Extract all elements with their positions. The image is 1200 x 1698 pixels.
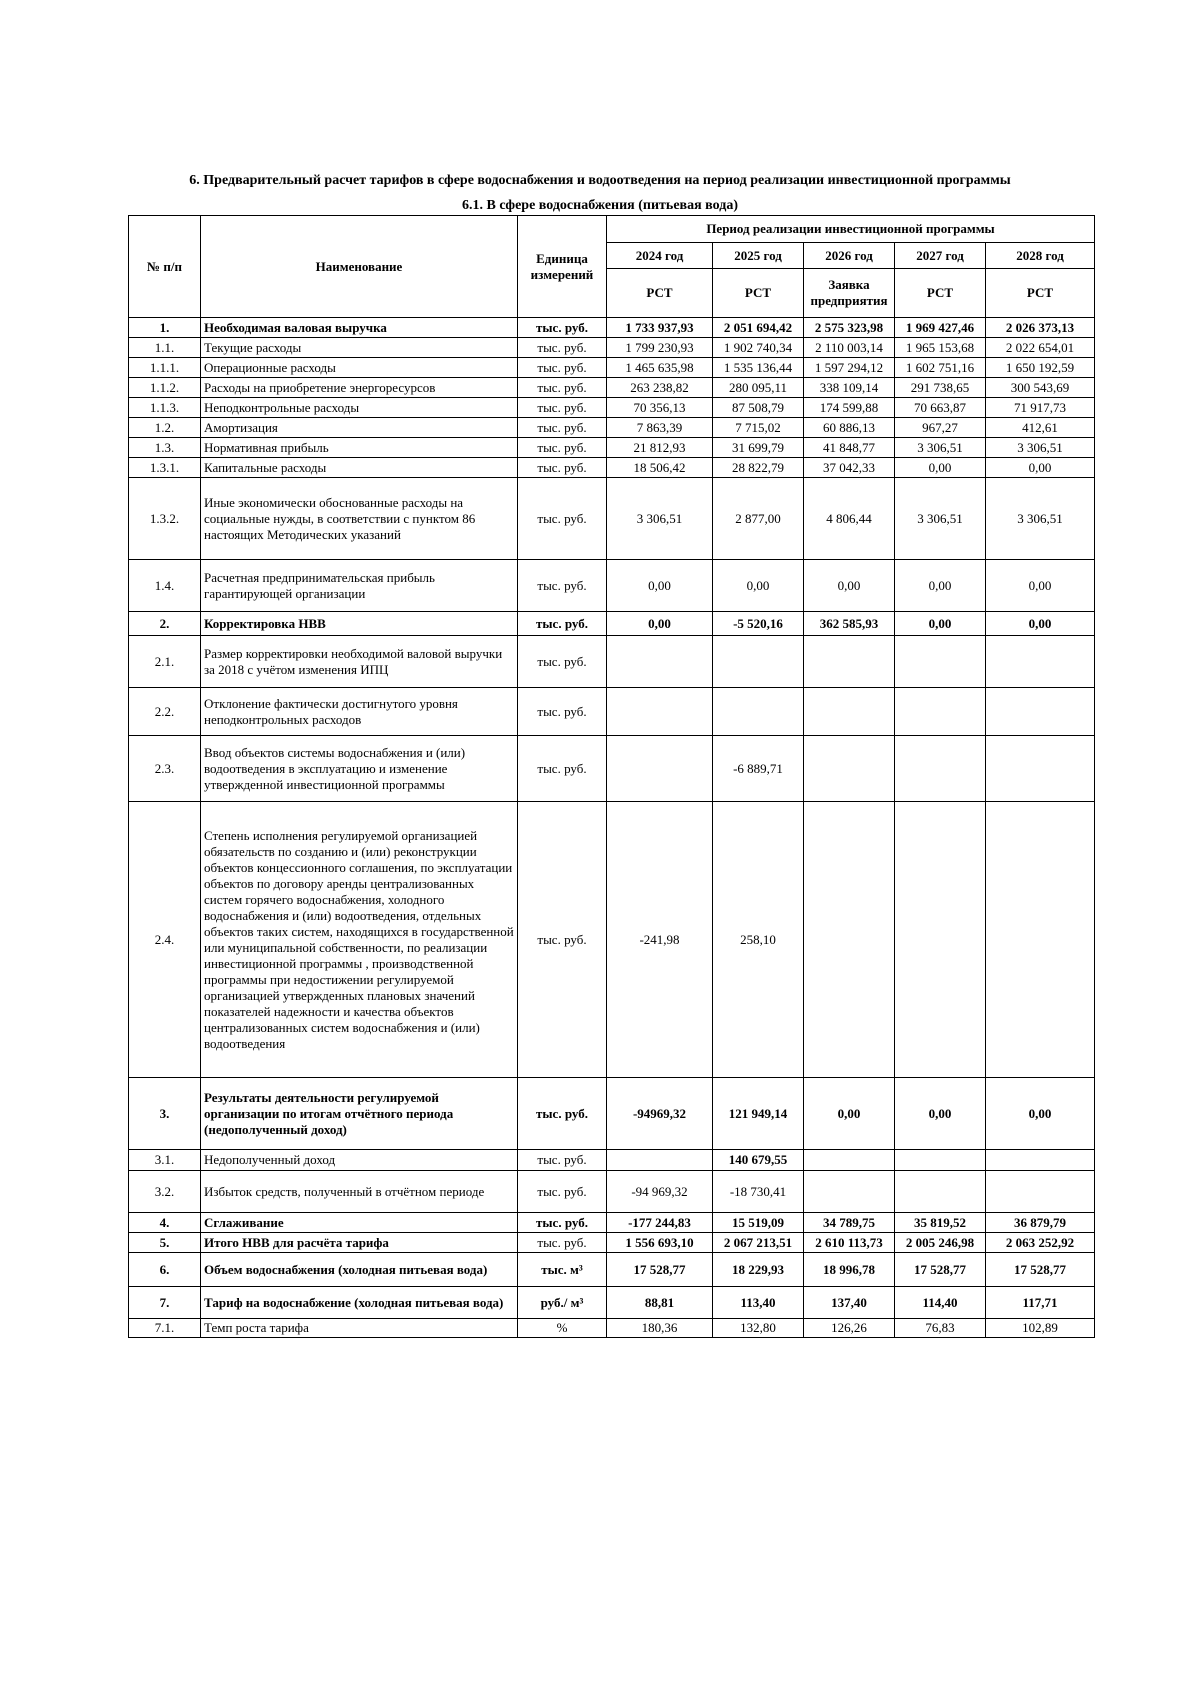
row-value-cell: -94969,32 xyxy=(607,1078,713,1150)
row-value-cell: 113,40 xyxy=(713,1287,804,1319)
row-unit-cell: тыс. руб. xyxy=(518,458,607,478)
row-number-cell: 1.1. xyxy=(129,338,201,358)
row-value-cell: 1 733 937,93 xyxy=(607,318,713,338)
row-unit-cell: тыс. руб. xyxy=(518,1171,607,1213)
row-value-cell: 70 356,13 xyxy=(607,398,713,418)
row-value-cell: 2 877,00 xyxy=(713,478,804,560)
row-value-cell xyxy=(986,1171,1095,1213)
row-value-cell: 17 528,77 xyxy=(986,1253,1095,1287)
col-header-unit: Единица измерений xyxy=(518,216,607,318)
row-number-cell: 1.1.3. xyxy=(129,398,201,418)
row-value-cell xyxy=(713,688,804,736)
row-number-cell: 2.1. xyxy=(129,636,201,688)
row-number-cell: 2.2. xyxy=(129,688,201,736)
row-number-cell: 1.1.1. xyxy=(129,358,201,378)
row-unit-cell: тыс. м³ xyxy=(518,1253,607,1287)
row-value-cell xyxy=(986,1150,1095,1171)
row-value-cell xyxy=(895,802,986,1078)
row-value-cell xyxy=(895,1171,986,1213)
table-row xyxy=(129,612,1095,636)
row-unit-cell: тыс. руб. xyxy=(518,378,607,398)
table-row xyxy=(129,378,1095,398)
row-value-cell: 180,36 xyxy=(607,1319,713,1338)
row-value-cell: 4 806,44 xyxy=(804,478,895,560)
row-name-cell: Неподконтрольные расходы xyxy=(201,398,518,418)
row-value-cell: 362 585,93 xyxy=(804,612,895,636)
row-unit-cell: % xyxy=(518,1319,607,1338)
table-row xyxy=(129,418,1095,438)
row-number-cell: 3.2. xyxy=(129,1171,201,1213)
row-value-cell: 35 819,52 xyxy=(895,1213,986,1233)
row-number-cell: 4. xyxy=(129,1213,201,1233)
row-value-cell: 0,00 xyxy=(895,560,986,612)
row-name-cell: Текущие расходы xyxy=(201,338,518,358)
row-value-cell: 1 535 136,44 xyxy=(713,358,804,378)
table-row xyxy=(129,1213,1095,1233)
row-number-cell: 1.3. xyxy=(129,438,201,458)
row-value-cell: 137,40 xyxy=(804,1287,895,1319)
table-row xyxy=(129,1171,1095,1213)
row-name-cell: Иные экономически обоснованные расходы на социальные нужды, в соответствии с пунктом 86 настоящих Методических указаний xyxy=(201,478,518,560)
row-value-cell: 0,00 xyxy=(986,612,1095,636)
row-value-cell: -18 730,41 xyxy=(713,1171,804,1213)
table-row xyxy=(129,438,1095,458)
row-value-cell: 1 556 693,10 xyxy=(607,1233,713,1253)
row-value-cell: 2 005 246,98 xyxy=(895,1233,986,1253)
row-number-cell: 1.1.2. xyxy=(129,378,201,398)
row-value-cell: 17 528,77 xyxy=(607,1253,713,1287)
table-row xyxy=(129,802,1095,1078)
col-header-year: 2026 год xyxy=(804,243,895,269)
row-number-cell: 1. xyxy=(129,318,201,338)
col-header-num: № п/п xyxy=(129,216,201,318)
row-value-cell: 280 095,11 xyxy=(713,378,804,398)
row-number-cell: 7.1. xyxy=(129,1319,201,1338)
row-value-cell: 412,61 xyxy=(986,418,1095,438)
row-number-cell: 1.3.1. xyxy=(129,458,201,478)
row-value-cell: 0,00 xyxy=(804,560,895,612)
row-value-cell: 338 109,14 xyxy=(804,378,895,398)
row-value-cell: 36 879,79 xyxy=(986,1213,1095,1233)
row-value-cell: 1 969 427,46 xyxy=(895,318,986,338)
table-row xyxy=(129,358,1095,378)
row-unit-cell: тыс. руб. xyxy=(518,688,607,736)
row-name-cell: Объем водоснабжения (холодная питьевая вода) xyxy=(201,1253,518,1287)
row-value-cell: 132,80 xyxy=(713,1319,804,1338)
col-header-source: РСТ xyxy=(713,269,804,318)
row-name-cell: Операционные расходы xyxy=(201,358,518,378)
row-value-cell: -5 520,16 xyxy=(713,612,804,636)
table-row xyxy=(129,1150,1095,1171)
table-row xyxy=(129,1253,1095,1287)
row-value-cell: 7 863,39 xyxy=(607,418,713,438)
col-header-year: 2027 год xyxy=(895,243,986,269)
row-unit-cell: тыс. руб. xyxy=(518,1213,607,1233)
row-value-cell: 114,40 xyxy=(895,1287,986,1319)
row-value-cell: 0,00 xyxy=(895,1078,986,1150)
row-value-cell: 3 306,51 xyxy=(895,478,986,560)
row-value-cell: 0,00 xyxy=(804,1078,895,1150)
table-row xyxy=(129,338,1095,358)
row-name-cell: Корректировка НВВ xyxy=(201,612,518,636)
row-value-cell xyxy=(607,636,713,688)
row-value-cell: -6 889,71 xyxy=(713,736,804,802)
row-value-cell: 263 238,82 xyxy=(607,378,713,398)
row-value-cell: 18 506,42 xyxy=(607,458,713,478)
row-value-cell: 1 465 635,98 xyxy=(607,358,713,378)
row-value-cell xyxy=(895,736,986,802)
row-name-cell: Избыток средств, полученный в отчётном периоде xyxy=(201,1171,518,1213)
row-unit-cell: тыс. руб. xyxy=(518,358,607,378)
row-name-cell: Расчетная предпринимательская прибыль гарантирующей организации xyxy=(201,560,518,612)
row-value-cell: 967,27 xyxy=(895,418,986,438)
row-value-cell: 3 306,51 xyxy=(607,478,713,560)
col-header-source: РСТ xyxy=(986,269,1095,318)
row-value-cell: 0,00 xyxy=(895,458,986,478)
row-value-cell: 3 306,51 xyxy=(986,438,1095,458)
row-value-cell xyxy=(986,736,1095,802)
table-row xyxy=(129,398,1095,418)
row-value-cell: 41 848,77 xyxy=(804,438,895,458)
row-name-cell: Степень исполнения регулируемой организацией обязательств по созданию и (или) реконструкции объектов концессионного соглашения, по эксплуатации объектов по договору аренды централизованных систем горячего водоснабжения, холодного водоснабжения и (или) водоотведения, отдельных объектов таких систем, находящихся в государственной или муниципальной собственности, по реализации инвестиционной программы , производственной программы при недостижении регулируемой организацией утвержденных плановых значений показателей надежности и качества объектов централизованных систем водоснабжения и (или) водоотведения xyxy=(201,802,518,1078)
row-name-cell: Расходы на приобретение энергоресурсов xyxy=(201,378,518,398)
row-value-cell: 0,00 xyxy=(986,458,1095,478)
row-value-cell: 60 886,13 xyxy=(804,418,895,438)
row-value-cell: 2 110 003,14 xyxy=(804,338,895,358)
col-header-name: Наименование xyxy=(201,216,518,318)
row-value-cell: 87 508,79 xyxy=(713,398,804,418)
row-value-cell xyxy=(713,636,804,688)
row-number-cell: 7. xyxy=(129,1287,201,1319)
table-row xyxy=(129,478,1095,560)
row-value-cell: 3 306,51 xyxy=(895,438,986,458)
table-row xyxy=(129,688,1095,736)
row-unit-cell: тыс. руб. xyxy=(518,1150,607,1171)
row-value-cell: 2 026 373,13 xyxy=(986,318,1095,338)
row-value-cell: 88,81 xyxy=(607,1287,713,1319)
col-header-year: 2024 год xyxy=(607,243,713,269)
table-row xyxy=(129,1233,1095,1253)
row-number-cell: 5. xyxy=(129,1233,201,1253)
row-name-cell: Итого НВВ для расчёта тарифа xyxy=(201,1233,518,1253)
row-name-cell: Необходимая валовая выручка xyxy=(201,318,518,338)
row-value-cell xyxy=(895,636,986,688)
row-value-cell xyxy=(804,1150,895,1171)
row-value-cell: 1 597 294,12 xyxy=(804,358,895,378)
row-value-cell: 300 543,69 xyxy=(986,378,1095,398)
row-value-cell: 18 996,78 xyxy=(804,1253,895,1287)
table-row xyxy=(129,458,1095,478)
row-unit-cell: тыс. руб. xyxy=(518,338,607,358)
col-header-source: Заявка предприятия xyxy=(804,269,895,318)
document-title: 6. Предварительный расчет тарифов в сфере водоснабжения и водоотведения на период реализации инвестиционной программы xyxy=(189,173,1011,188)
row-value-cell xyxy=(804,736,895,802)
row-unit-cell: тыс. руб. xyxy=(518,560,607,612)
row-value-cell: 2 575 323,98 xyxy=(804,318,895,338)
row-name-cell: Сглаживание xyxy=(201,1213,518,1233)
row-value-cell: 1 650 192,59 xyxy=(986,358,1095,378)
row-value-cell xyxy=(895,1150,986,1171)
row-unit-cell: тыс. руб. xyxy=(518,736,607,802)
row-value-cell: 2 610 113,73 xyxy=(804,1233,895,1253)
row-unit-cell: тыс. руб. xyxy=(518,802,607,1078)
row-value-cell: 1 602 751,16 xyxy=(895,358,986,378)
row-name-cell: Размер корректировки необходимой валовой выручки за 2018 с учётом изменения ИПЦ xyxy=(201,636,518,688)
row-value-cell: 3 306,51 xyxy=(986,478,1095,560)
row-unit-cell: тыс. руб. xyxy=(518,1078,607,1150)
table-row xyxy=(129,1287,1095,1319)
row-number-cell: 1.3.2. xyxy=(129,478,201,560)
row-name-cell: Недополученный доход xyxy=(201,1150,518,1171)
row-value-cell xyxy=(804,802,895,1078)
row-value-cell: 28 822,79 xyxy=(713,458,804,478)
row-unit-cell: тыс. руб. xyxy=(518,478,607,560)
row-name-cell: Результаты деятельности регулируемой организации по итогам отчётного периода (недополученный доход) xyxy=(201,1078,518,1150)
row-value-cell: 2 022 654,01 xyxy=(986,338,1095,358)
row-unit-cell: руб./ м³ xyxy=(518,1287,607,1319)
row-value-cell: 37 042,33 xyxy=(804,458,895,478)
table-row xyxy=(129,560,1095,612)
row-value-cell: -94 969,32 xyxy=(607,1171,713,1213)
row-unit-cell: тыс. руб. xyxy=(518,418,607,438)
row-value-cell: 1 965 153,68 xyxy=(895,338,986,358)
row-name-cell: Нормативная прибыль xyxy=(201,438,518,458)
row-value-cell: 76,83 xyxy=(895,1319,986,1338)
row-name-cell: Ввод объектов системы водоснабжения и (или) водоотведения в эксплуатацию и изменение утвержденной инвестиционной программы xyxy=(201,736,518,802)
row-number-cell: 6. xyxy=(129,1253,201,1287)
row-value-cell xyxy=(986,802,1095,1078)
row-value-cell: 1 799 230,93 xyxy=(607,338,713,358)
row-value-cell: 31 699,79 xyxy=(713,438,804,458)
row-unit-cell: тыс. руб. xyxy=(518,1233,607,1253)
row-value-cell xyxy=(986,636,1095,688)
row-unit-cell: тыс. руб. xyxy=(518,318,607,338)
row-unit-cell: тыс. руб. xyxy=(518,438,607,458)
row-value-cell: 17 528,77 xyxy=(895,1253,986,1287)
row-value-cell: 18 229,93 xyxy=(713,1253,804,1287)
row-value-cell xyxy=(607,688,713,736)
table-row xyxy=(129,1078,1095,1150)
tariff-table xyxy=(128,215,1095,1338)
row-value-cell: 2 067 213,51 xyxy=(713,1233,804,1253)
table-row xyxy=(129,736,1095,802)
row-value-cell: 1 902 740,34 xyxy=(713,338,804,358)
row-value-cell xyxy=(607,1150,713,1171)
row-value-cell: -241,98 xyxy=(607,802,713,1078)
table-row xyxy=(129,318,1095,338)
row-unit-cell: тыс. руб. xyxy=(518,636,607,688)
row-value-cell: 0,00 xyxy=(607,560,713,612)
table-row xyxy=(129,1319,1095,1338)
row-value-cell: 126,26 xyxy=(804,1319,895,1338)
row-value-cell: 258,10 xyxy=(713,802,804,1078)
row-value-cell xyxy=(607,736,713,802)
col-header-source: РСТ xyxy=(895,269,986,318)
row-value-cell: -177 244,83 xyxy=(607,1213,713,1233)
row-value-cell: 121 949,14 xyxy=(713,1078,804,1150)
row-value-cell: 117,71 xyxy=(986,1287,1095,1319)
row-number-cell: 2.4. xyxy=(129,802,201,1078)
row-value-cell: 102,89 xyxy=(986,1319,1095,1338)
row-value-cell: 21 812,93 xyxy=(607,438,713,458)
row-value-cell: 7 715,02 xyxy=(713,418,804,438)
row-value-cell: 0,00 xyxy=(986,1078,1095,1150)
row-value-cell xyxy=(895,688,986,736)
row-value-cell: 0,00 xyxy=(986,560,1095,612)
col-header-period: Период реализации инвестиционной программы xyxy=(607,216,1095,243)
row-name-cell: Темп роста тарифа xyxy=(201,1319,518,1338)
row-value-cell: 70 663,87 xyxy=(895,398,986,418)
row-number-cell: 2.3. xyxy=(129,736,201,802)
col-header-year: 2028 год xyxy=(986,243,1095,269)
row-value-cell: 2 063 252,92 xyxy=(986,1233,1095,1253)
row-unit-cell: тыс. руб. xyxy=(518,612,607,636)
row-value-cell: 34 789,75 xyxy=(804,1213,895,1233)
row-value-cell: 0,00 xyxy=(713,560,804,612)
row-name-cell: Отклонение фактически достигнутого уровня неподконтрольных расходов xyxy=(201,688,518,736)
row-value-cell: 174 599,88 xyxy=(804,398,895,418)
row-number-cell: 3.1. xyxy=(129,1150,201,1171)
row-number-cell: 1.2. xyxy=(129,418,201,438)
document-subtitle: 6.1. В сфере водоснабжения (питьевая вода) xyxy=(462,198,738,213)
row-value-cell: 2 051 694,42 xyxy=(713,318,804,338)
row-unit-cell: тыс. руб. xyxy=(518,398,607,418)
row-name-cell: Амортизация xyxy=(201,418,518,438)
row-value-cell xyxy=(804,1171,895,1213)
row-value-cell xyxy=(804,688,895,736)
row-number-cell: 3. xyxy=(129,1078,201,1150)
row-value-cell xyxy=(804,636,895,688)
row-number-cell: 2. xyxy=(129,612,201,636)
table-row xyxy=(129,636,1095,688)
col-header-year: 2025 год xyxy=(713,243,804,269)
row-number-cell: 1.4. xyxy=(129,560,201,612)
row-value-cell: 15 519,09 xyxy=(713,1213,804,1233)
row-value-cell: 0,00 xyxy=(895,612,986,636)
row-name-cell: Капитальные расходы xyxy=(201,458,518,478)
row-value-cell: 0,00 xyxy=(607,612,713,636)
table-body xyxy=(129,318,1095,1338)
row-value-cell: 140 679,55 xyxy=(713,1150,804,1171)
row-value-cell xyxy=(986,688,1095,736)
row-name-cell: Тариф на водоснабжение (холодная питьевая вода) xyxy=(201,1287,518,1319)
row-value-cell: 291 738,65 xyxy=(895,378,986,398)
row-value-cell: 71 917,73 xyxy=(986,398,1095,418)
col-header-source: РСТ xyxy=(607,269,713,318)
